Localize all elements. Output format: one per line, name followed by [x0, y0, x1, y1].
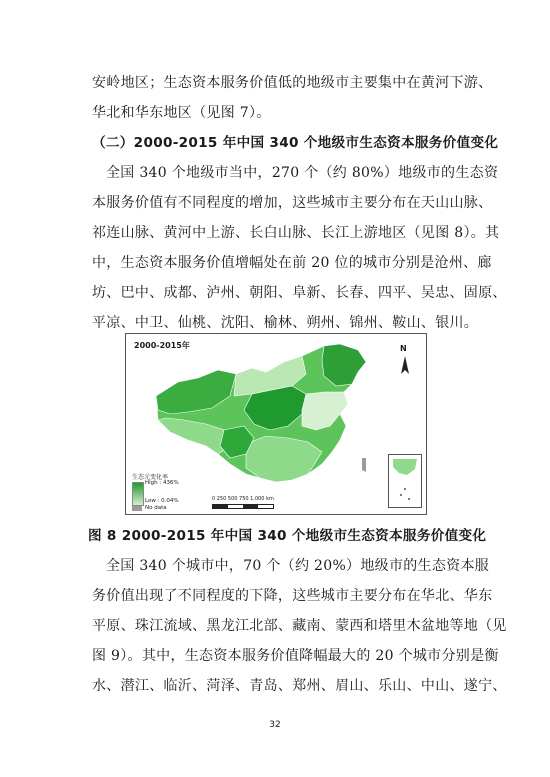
north-arrow-icon [401, 356, 409, 374]
legend-title: 生态元变化率 [132, 474, 169, 481]
text-line-14: 水、潜江、临沂、菏泽、青岛、郑州、眉山、乐山、中山、遂宁、 [92, 678, 507, 694]
section-heading: （二）2000-2015 年中国 340 个地级市生态资本服务价值变化 [92, 135, 499, 151]
legend-high-label: High : 436% [145, 480, 179, 486]
text-line-7: 中，生态资本服务价值增幅处在前 20 位的城市分别是沧州、廊 [92, 255, 492, 271]
figure-caption: 图 8 2000-2015 年中国 340 个地级市生态资本服务价值变化 [88, 528, 487, 544]
text-line-12: 平原、珠江流域、黑龙江北部、藏南、蒙西和塔里木盆地等地（见 [92, 618, 507, 634]
page-number: 32 [269, 720, 281, 730]
north-label: N [400, 344, 407, 353]
text-line-9: 平凉、中卫、仙桃、沈阳、榆林、朔州、锦州、鞍山、银川。 [92, 315, 479, 331]
text-line-5: 本服务价值有不同程度的增加，这些城市主要分布在天山山脉、 [92, 195, 493, 211]
south-china-sea-inset [388, 454, 422, 508]
text-line-2: 华北和华东地区（见图 7）。 [92, 105, 271, 121]
inset-map-graphic [389, 455, 421, 507]
map-region-taiwan [362, 458, 366, 472]
legend-color-bar [132, 482, 144, 506]
text-line-11: 务价值出现了不同程度的下降，这些城市主要分布在华北、华东 [92, 588, 493, 604]
text-line-13: 图 9）。其中，生态资本服务价值降幅最大的 20 个城市分别是衡 [92, 648, 499, 664]
text-line-1: 安岭地区；生态资本服务价值低的地级市主要集中在黄河下游、 [92, 75, 493, 91]
map-region-northeast [322, 344, 366, 386]
legend-nodata-swatch [132, 506, 142, 511]
text-line-8: 坊、巴中、成都、泸州、朝阳、阜新、长春、四平、吴忠、固原、 [92, 285, 507, 301]
text-line-6: 祁连山脉、黄河中上游、长白山脉、长江上游地区（见图 8）。其 [92, 225, 500, 241]
legend-nodata-label: No data [145, 505, 167, 511]
figure-title: 2000-2015年 [134, 341, 190, 350]
scale-label: 0 250 500 750 1,000 km [212, 496, 274, 502]
china-map-graphic [126, 334, 426, 514]
text-line-10: 全国 340 个城市中，70 个（约 20%）地级市的生态资本服 [106, 558, 490, 574]
text-line-4: 全国 340 个地级市当中，270 个（约 80%）地级市的生态资 [106, 165, 499, 181]
legend-low-label: Low : 0.04% [145, 498, 179, 504]
scale-bar [212, 504, 274, 509]
map-figure [125, 333, 427, 515]
